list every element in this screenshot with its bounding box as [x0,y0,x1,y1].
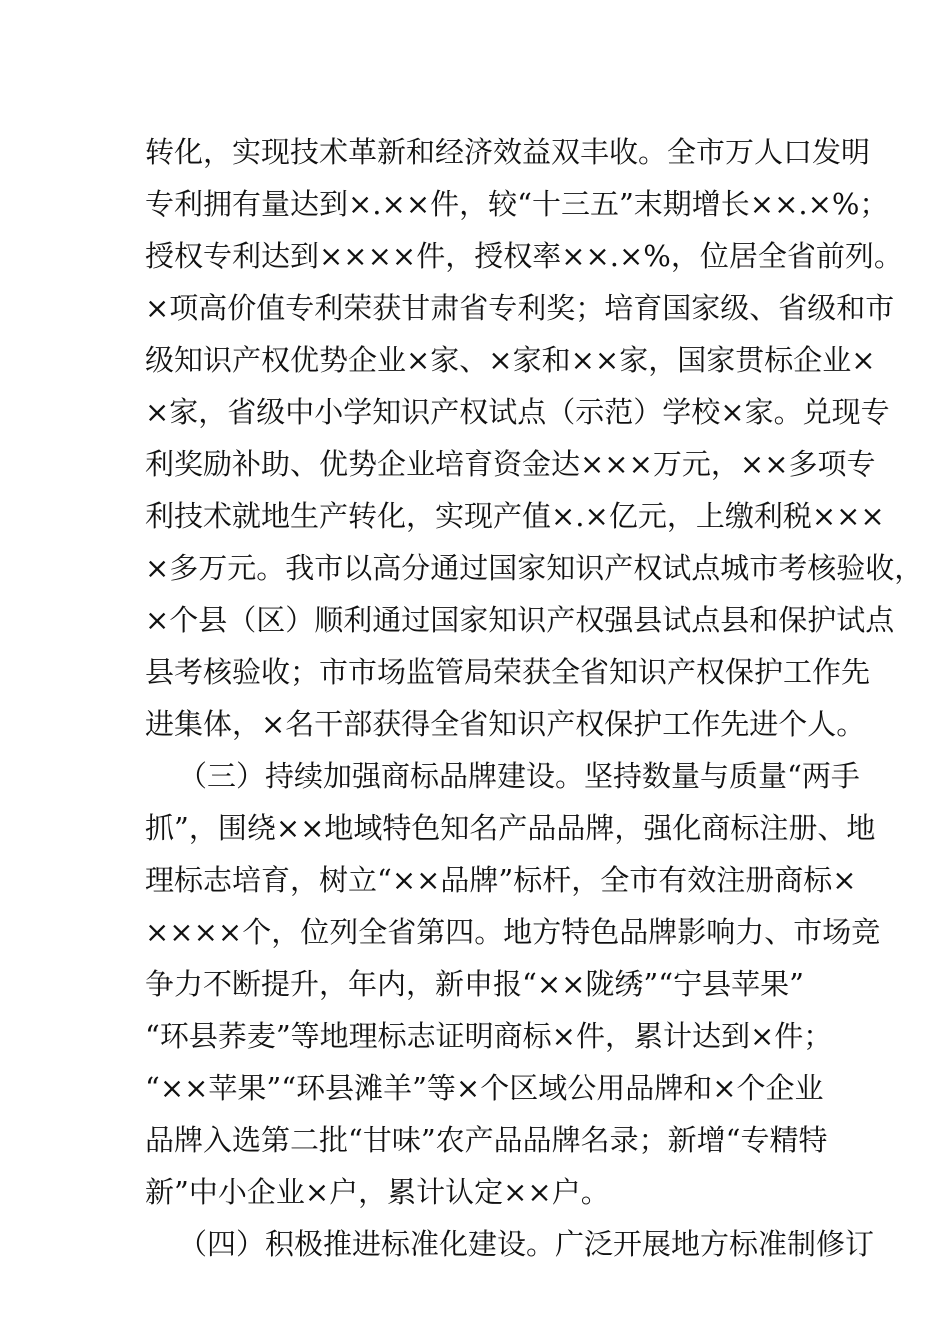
text-line: 利奖励补助、优势企业培育资金达×××万元，××多项专 [145,447,876,481]
text-line: 抓”，围绕××地域特色知名产品品牌，强化商标注册、地 [145,811,876,845]
text-line: “环县荞麦”等地理标志证明商标×件，累计达到×件； [145,1019,833,1053]
text-line: ×个县（区）顺利通过国家知识产权强县试点县和保护试点 [145,603,895,637]
text-line: ×家，省级中小学知识产权试点（示范）学校×家。兑现专 [145,395,890,429]
section-heading-line: （四）积极推进标准化建设。广泛开展地方标准制修订 [178,1227,875,1261]
section-heading-line: （三）持续加强商标品牌建设。坚持数量与质量“两手 [178,759,860,793]
text-line: 理标志培育，树立“××品牌”标杆，全市有效注册商标× [145,863,857,897]
text-line: “××苹果”“环县滩羊”等×个区域公用品牌和×个企业 [145,1071,824,1105]
text-line: 品牌入选第二批“甘味”农产品品牌名录；新增“专精特 [145,1123,828,1157]
text-line: ×项高价值专利荣获甘肃省专利奖；培育国家级、省级和市 [145,291,895,325]
text-line: 争力不断提升，年内，新申报“××陇绣”“宁县苹果” [145,967,804,1001]
text-line: 转化，实现技术革新和经济效益双丰收。全市万人口发明 [145,135,871,169]
text-line: 进集体，×名干部获得全省知识产权保护工作先进个人。 [145,707,866,741]
text-line: ××××个，位列全省第四。地方特色品牌影响力、市场竞 [145,915,881,949]
text-line: 新”中小企业×户，累计认定××户。 [145,1175,610,1209]
text-line: 利技术就地生产转化，实现产值×.×亿元，上缴利税××× [145,499,885,533]
text-line: 授权专利达到××××件，授权率××.×%，位居全省前列。 [145,239,903,273]
text-line: ×多万元。我市以高分通过国家知识产权试点城市考核验收， [145,551,924,585]
text-line: 县考核验收；市市场监管局荣获全省知识产权保护工作先 [145,655,871,689]
text-line: 专利拥有量达到×.××件，较“十三五”末期增长××.×%； [145,187,889,221]
text-line: 级知识产权优势企业×家、×家和××家，国家贯标企业× [145,343,876,377]
